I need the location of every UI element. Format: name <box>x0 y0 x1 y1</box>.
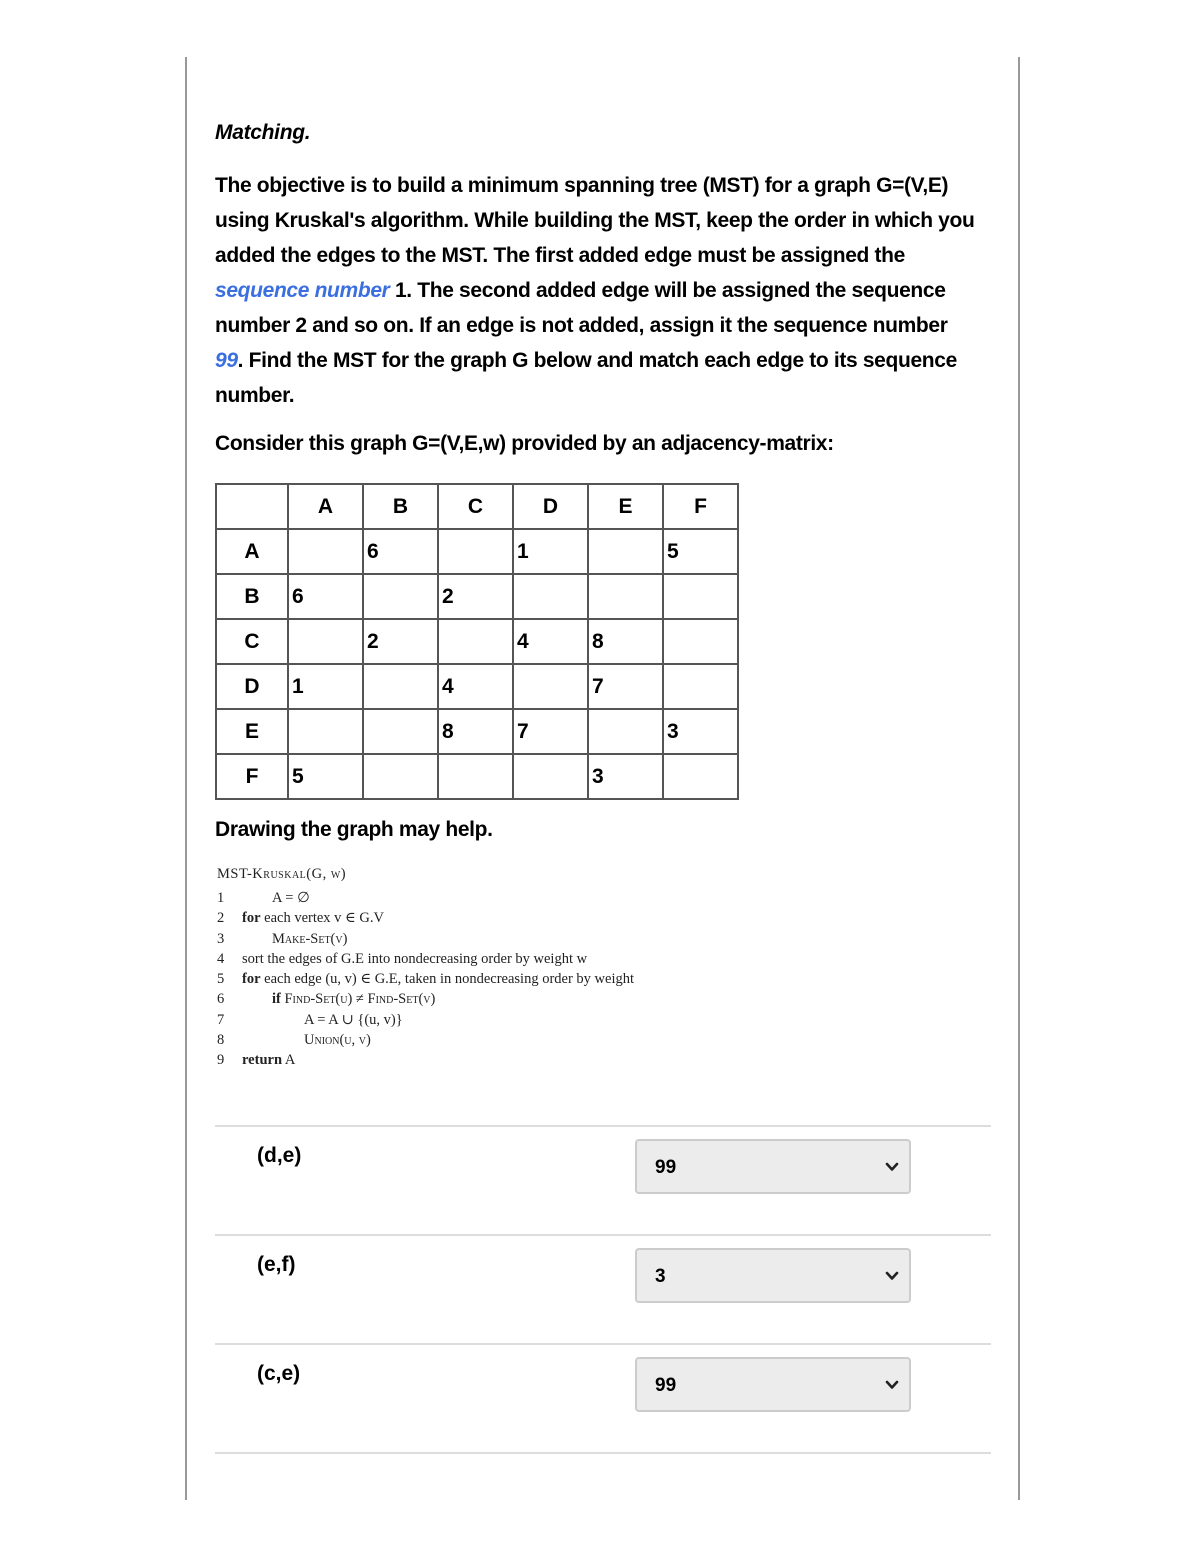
matrix-cell <box>588 574 663 619</box>
edge-label: (e,f) <box>257 1253 296 1276</box>
matrix-cell: 1 <box>513 529 588 574</box>
matrix-cell: 5 <box>288 754 363 799</box>
match-row <box>215 1234 991 1344</box>
match-row <box>215 1343 991 1453</box>
row-header: A <box>216 529 288 574</box>
graph-intro: Consider this graph G=(V,E,w) provided by an adjacency-matrix: <box>215 432 834 455</box>
pseudocode-line: 1 A = ∅ <box>217 890 310 906</box>
row-header: B <box>216 574 288 619</box>
pseudocode-line: 9 return A <box>217 1052 296 1069</box>
matrix-cell: 7 <box>588 664 663 709</box>
pseudocode-line: 4 sort the edges of G.E into nondecreasing order by weight w <box>217 950 588 967</box>
matrix-cell: 3 <box>663 709 738 754</box>
pseudocode-line: 8 Union(u, v) <box>217 1032 371 1049</box>
pseudocode-line: 5 for each edge (u, v) ∈ G.E, taken in nondecreasing order by weight <box>217 971 635 988</box>
sequence-select[interactable] <box>635 1139 911 1194</box>
row-header: C <box>216 619 288 664</box>
matrix-cell <box>288 529 363 574</box>
matrix-cell: 4 <box>438 664 513 709</box>
matrix-cell <box>588 709 663 754</box>
matrix-row <box>216 754 738 799</box>
edge-label: (d,e) <box>257 1144 302 1167</box>
left-border <box>185 57 187 1500</box>
matrix-row <box>216 574 738 619</box>
matrix-cell <box>588 529 663 574</box>
matrix-cell: 6 <box>363 529 438 574</box>
right-border <box>1018 57 1020 1500</box>
matrix-cell <box>513 664 588 709</box>
sequence-number-highlight: sequence number <box>215 279 390 302</box>
matrix-cell <box>513 754 588 799</box>
divider <box>215 1452 991 1454</box>
row-header: E <box>216 709 288 754</box>
chevron-down-icon <box>885 1269 899 1283</box>
matrix-cell: 8 <box>588 619 663 664</box>
matrix-cell <box>663 754 738 799</box>
matrix-cell <box>663 619 738 664</box>
matrix-row <box>216 619 738 664</box>
selected-value: 99 <box>655 1375 677 1396</box>
col-header: F <box>663 484 738 529</box>
instructions-paragraph: The objective is to build a minimum spanning tree (MST) for a graph G=(V,E) using Kruskal's algorithm. While building the MST, keep the order in which you added the edges to the MST. The first added edge must be assigned the sequence number 1. The second added edge will be assigned the sequence number 2 and so on. If an edge is not added, assign it the sequence number 99. Find the MST for the graph G below and match each edge to its sequence number. <box>215 174 975 407</box>
pseudocode-line: 7 A = A ∪ {(u, v)} <box>217 1011 403 1028</box>
matrix-cell <box>363 664 438 709</box>
sequence-select[interactable] <box>635 1357 911 1412</box>
col-header: D <box>513 484 588 529</box>
col-header: E <box>588 484 663 529</box>
matrix-cell: 3 <box>588 754 663 799</box>
matrix-cell: 4 <box>513 619 588 664</box>
matrix-cell: 1 <box>288 664 363 709</box>
selected-value: 99 <box>655 1157 677 1178</box>
matrix-cell <box>363 754 438 799</box>
matrix-cell <box>663 664 738 709</box>
matrix-cell <box>438 619 513 664</box>
matrix-cell: 6 <box>288 574 363 619</box>
matrix-cell <box>363 574 438 619</box>
row-header: F <box>216 754 288 799</box>
matrix-header-row <box>216 484 738 529</box>
matrix-cell <box>288 709 363 754</box>
col-header: B <box>363 484 438 529</box>
col-header: A <box>288 484 363 529</box>
adjacency-matrix <box>215 483 739 800</box>
match-row <box>215 1125 991 1235</box>
pseudocode-line: 6 if Find-Set(u) ≠ Find-Set(v) <box>217 991 436 1008</box>
matrix-cell <box>513 574 588 619</box>
kruskal-pseudocode <box>217 866 717 1071</box>
chevron-down-icon <box>885 1160 899 1174</box>
pseudocode-line: 2 for each vertex v ∈ G.V <box>217 910 384 927</box>
matrix-cell: 7 <box>513 709 588 754</box>
edge-label: (c,e) <box>257 1362 301 1385</box>
sequence-select[interactable] <box>635 1248 911 1303</box>
matrix-cell: 8 <box>438 709 513 754</box>
matrix-cell <box>438 754 513 799</box>
matrix-cell: 2 <box>363 619 438 664</box>
row-header: D <box>216 664 288 709</box>
matrix-cell <box>363 709 438 754</box>
col-header: C <box>438 484 513 529</box>
matrix-row <box>216 529 738 574</box>
matrix-cell: 5 <box>663 529 738 574</box>
pseudocode-title: MST-Kruskal(G, w) <box>217 866 347 882</box>
pseudocode-line: 3 Make-Set(v) <box>217 930 348 947</box>
chevron-down-icon <box>885 1378 899 1392</box>
matrix-cell <box>438 529 513 574</box>
matrix-cell <box>288 619 363 664</box>
hint-text: Drawing the graph may help. <box>215 818 493 841</box>
question-title: Matching. <box>215 121 311 144</box>
selected-value: 3 <box>655 1266 666 1287</box>
matrix-corner <box>216 484 288 529</box>
matrix-row <box>216 709 738 754</box>
not-added-value-highlight: 99 <box>215 349 238 372</box>
matrix-cell <box>663 574 738 619</box>
matrix-cell: 2 <box>438 574 513 619</box>
matrix-row <box>216 664 738 709</box>
